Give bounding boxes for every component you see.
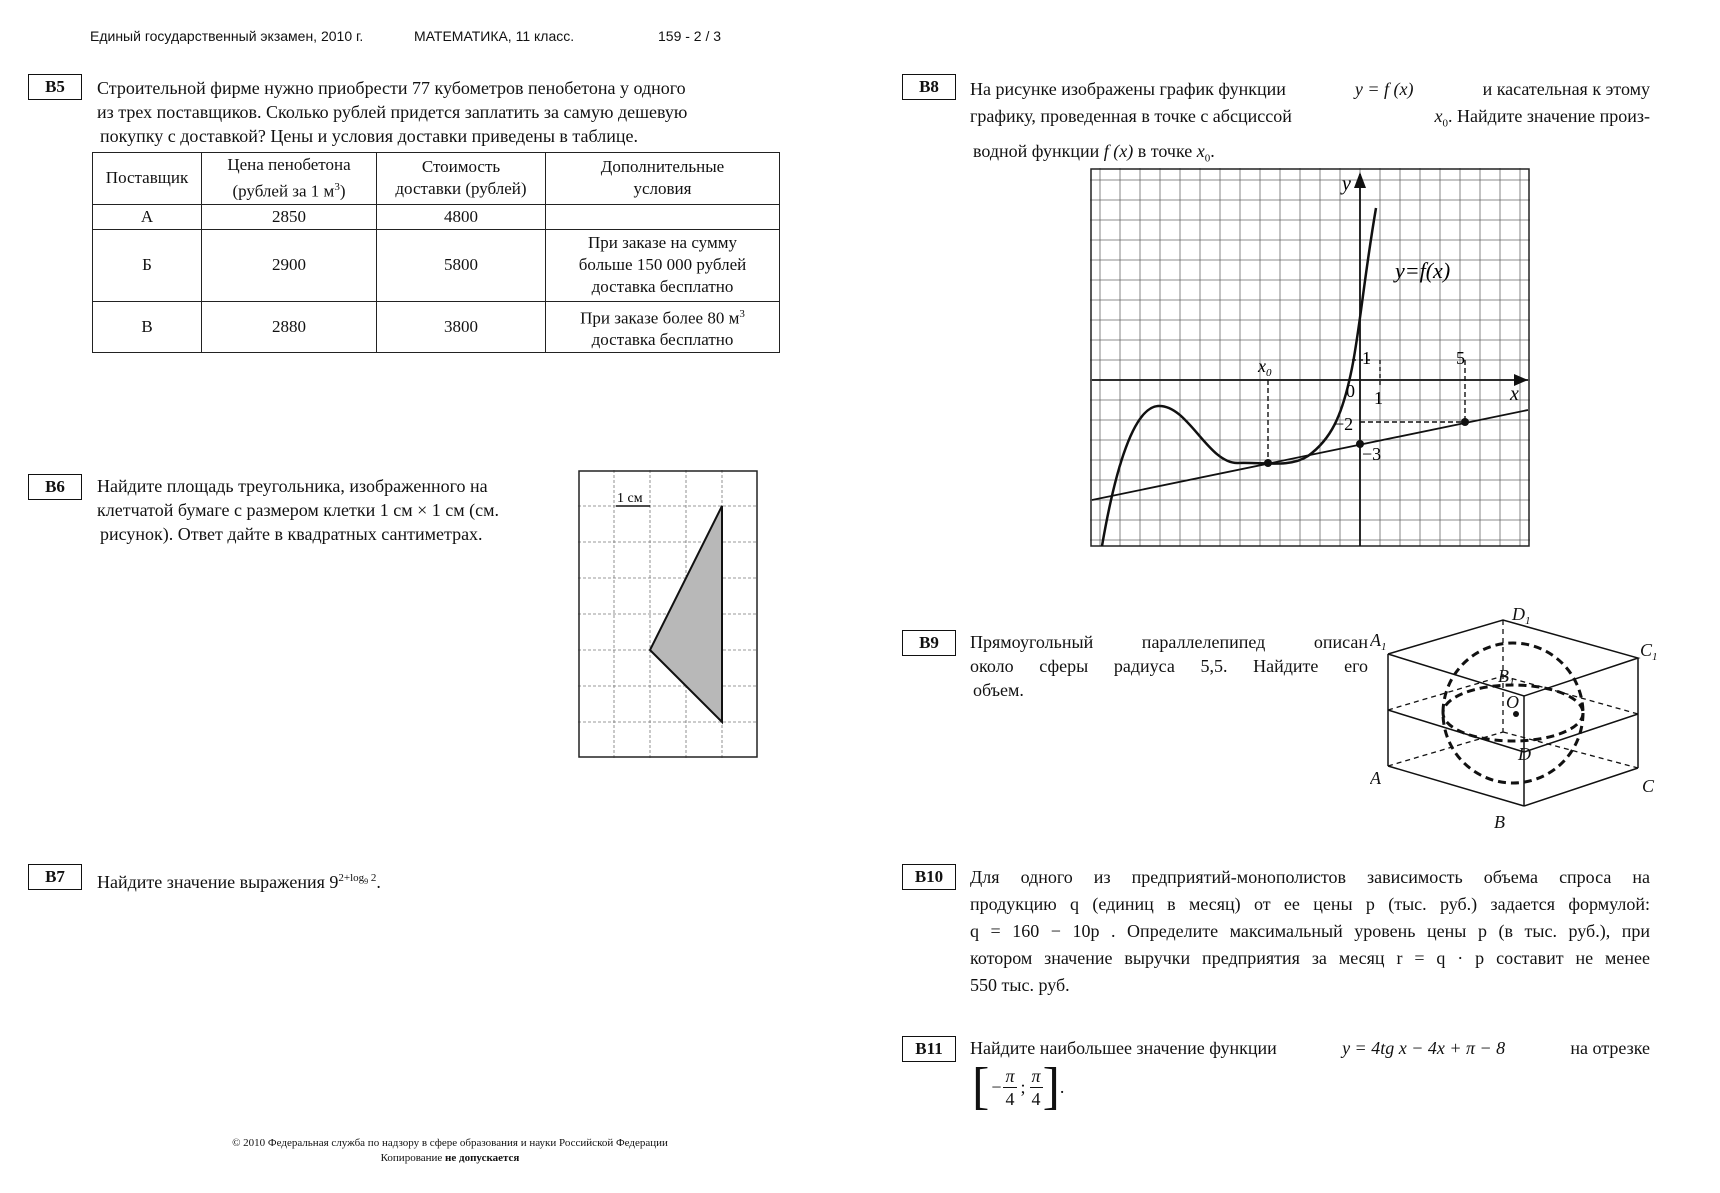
b10-line: q = 160 − 10p . Определите максимальный уровень цены p (в тыс. руб.), при — [970, 921, 1650, 941]
b11-tag: B11 — [902, 1036, 956, 1062]
table-cell: 4800 — [377, 204, 546, 229]
b6-line: клетчатой бумаге с размером клетки 1 см × 1 см (см. — [97, 500, 500, 520]
table-cell: При заказе более 80 $м^3$ доставка бесплатно — [546, 301, 780, 353]
b6-text — [97, 474, 565, 546]
table-cell: В — [93, 301, 202, 353]
label-zero: 0 — [1346, 381, 1355, 401]
b8-text — [970, 76, 1650, 172]
b8-line: графику, проведенная в точке с абсциссой $x_0$. Найдите значение произ- — [970, 106, 1650, 130]
table-row — [93, 229, 780, 301]
b9-text — [970, 630, 1368, 702]
label-D1: $D_1$ — [1512, 606, 1531, 627]
header-page: 159 - 2 / 3 — [658, 28, 722, 44]
table-cell — [546, 204, 780, 229]
b10-tag: B10 — [902, 864, 956, 890]
footer — [150, 1136, 750, 1166]
label-O: O — [1506, 692, 1519, 712]
b8-line: водной функции f (x) в точке $x_0$. — [973, 140, 1215, 165]
label-B1: $B_1$ — [1498, 666, 1515, 689]
b9-line: Прямоугольный параллелепипед описан — [970, 632, 1368, 652]
label-one-x: 1 — [1374, 388, 1383, 408]
header-cell: Дополнительные условия — [546, 153, 780, 205]
table-cell: 2850 — [202, 204, 377, 229]
point-5-minus-2 — [1461, 418, 1469, 426]
label-A1: $A_1$ — [1370, 630, 1387, 653]
y-axis-label: y — [1342, 173, 1351, 195]
b11-formula: y = 4tg x − 4x + π − 8 — [1342, 1038, 1506, 1058]
function-graph — [1090, 168, 1536, 552]
supplier-table — [92, 152, 780, 353]
label-D: D — [1518, 744, 1531, 764]
b5-tag: B5 — [28, 74, 82, 100]
b7-expression: $9^{2+log_9 2}$. — [329, 872, 381, 892]
label-C: C — [1642, 776, 1655, 796]
sphere-outline — [1443, 643, 1583, 783]
b5-line: покупку с доставкой? Цены и условия доставки приведены в таблице. — [100, 126, 638, 146]
table-cell: А — [93, 204, 202, 229]
b6-line: рисунок). Ответ дайте в квадратных сантиметрах. — [100, 524, 483, 544]
b10-line: 550 тыс. руб. — [970, 975, 1070, 995]
header-cell: Цена пенобетона (рублей за 1 $м^3$) — [202, 153, 377, 205]
label-minus-three: −3 — [1362, 444, 1382, 464]
b8-tag: B8 — [902, 74, 956, 100]
b9-tag: B9 — [902, 630, 956, 656]
x-axis-label: x — [1510, 383, 1519, 405]
b6-line: Найдите площадь треугольника, изображенного на — [97, 476, 488, 496]
b9-line: около сферы радиуса 5,5. Найдите его — [970, 656, 1368, 676]
header-subject: МАТЕМАТИКА, 11 класс. — [414, 28, 575, 44]
table-row — [93, 204, 780, 229]
b10-text — [970, 864, 1650, 999]
b10-line: котором значение выручки предприятия за месяц r = q · p составит не менее — [970, 948, 1650, 968]
header-exam: Единый государственный экзамен, 2010 г. — [90, 28, 364, 44]
function-label: y=f(x) — [1395, 258, 1451, 283]
x0-label: $x_0$ — [1258, 356, 1272, 379]
edge-AB — [1388, 766, 1524, 806]
edge-BC — [1524, 768, 1638, 806]
footer-copy-note: Копирование не допускается — [380, 1152, 520, 1164]
label-one-y: 1 — [1362, 348, 1371, 368]
tangent-point — [1264, 459, 1272, 467]
b5-line: Строительной фирме нужно приобрести 77 кубометров пенобетона у одного — [97, 78, 686, 98]
label-B: B — [1494, 812, 1505, 832]
label-A: A — [1370, 768, 1381, 788]
parallelepiped-figure — [1370, 606, 1660, 836]
b11-text: Найдите наибольшее значение функции y = 4tg x − 4x + π − 8 на отрезке — [970, 1038, 1650, 1058]
b6-tag: B6 — [28, 474, 82, 500]
label-minus-two: −2 — [1334, 414, 1354, 434]
table-cell: 2900 — [202, 229, 377, 301]
table-cell: Б — [93, 229, 202, 301]
triangle-grid-figure — [578, 470, 758, 758]
b11-interval: [ − $\frac{\pi}{4}$ ; π 4 ] . — [972, 1058, 1065, 1115]
b5-line: из трех поставщиков. Сколько рублей придется заплатить за самую дешевую — [97, 102, 688, 122]
table-cell: 2880 — [202, 301, 377, 353]
header-cell: Поставщик — [93, 153, 202, 205]
b7-tag: B7 — [28, 864, 82, 890]
table-cell: 5800 — [377, 229, 546, 301]
label-C1: $C_1$ — [1640, 640, 1658, 663]
b10-line: Для одного из предприятий-монополистов зависимость объема спроса на — [970, 867, 1650, 887]
b8-line: На рисунке изображены график функции y = f (x) и касательная к этому — [970, 79, 1650, 99]
hidden-edge-AD — [1388, 732, 1503, 766]
b9-line: объем. — [973, 680, 1024, 700]
scale-label: 1 см — [617, 491, 643, 506]
table-cell: 3800 — [377, 301, 546, 353]
table-cell: При заказе на сумму больше 150 000 рублей доставка бесплатно — [546, 229, 780, 301]
b5-text — [97, 76, 777, 148]
function-curve — [1102, 208, 1376, 546]
label-five: 5 — [1456, 348, 1465, 368]
table-header-row — [93, 153, 780, 205]
b7-text: Найдите значение выражения $9^{2+log_9 2}$. — [97, 872, 381, 892]
footer-copyright: © 2010 Федеральная служба по надзору в сфере образования и науки Российской Федерации — [232, 1137, 668, 1149]
header-cell: Стоимость доставки (рублей) — [377, 153, 546, 205]
b10-line: продукцию q (единиц в месяц) от ее цены p (тыс. руб.) задается формулой: — [970, 894, 1650, 914]
table-row — [93, 301, 780, 353]
